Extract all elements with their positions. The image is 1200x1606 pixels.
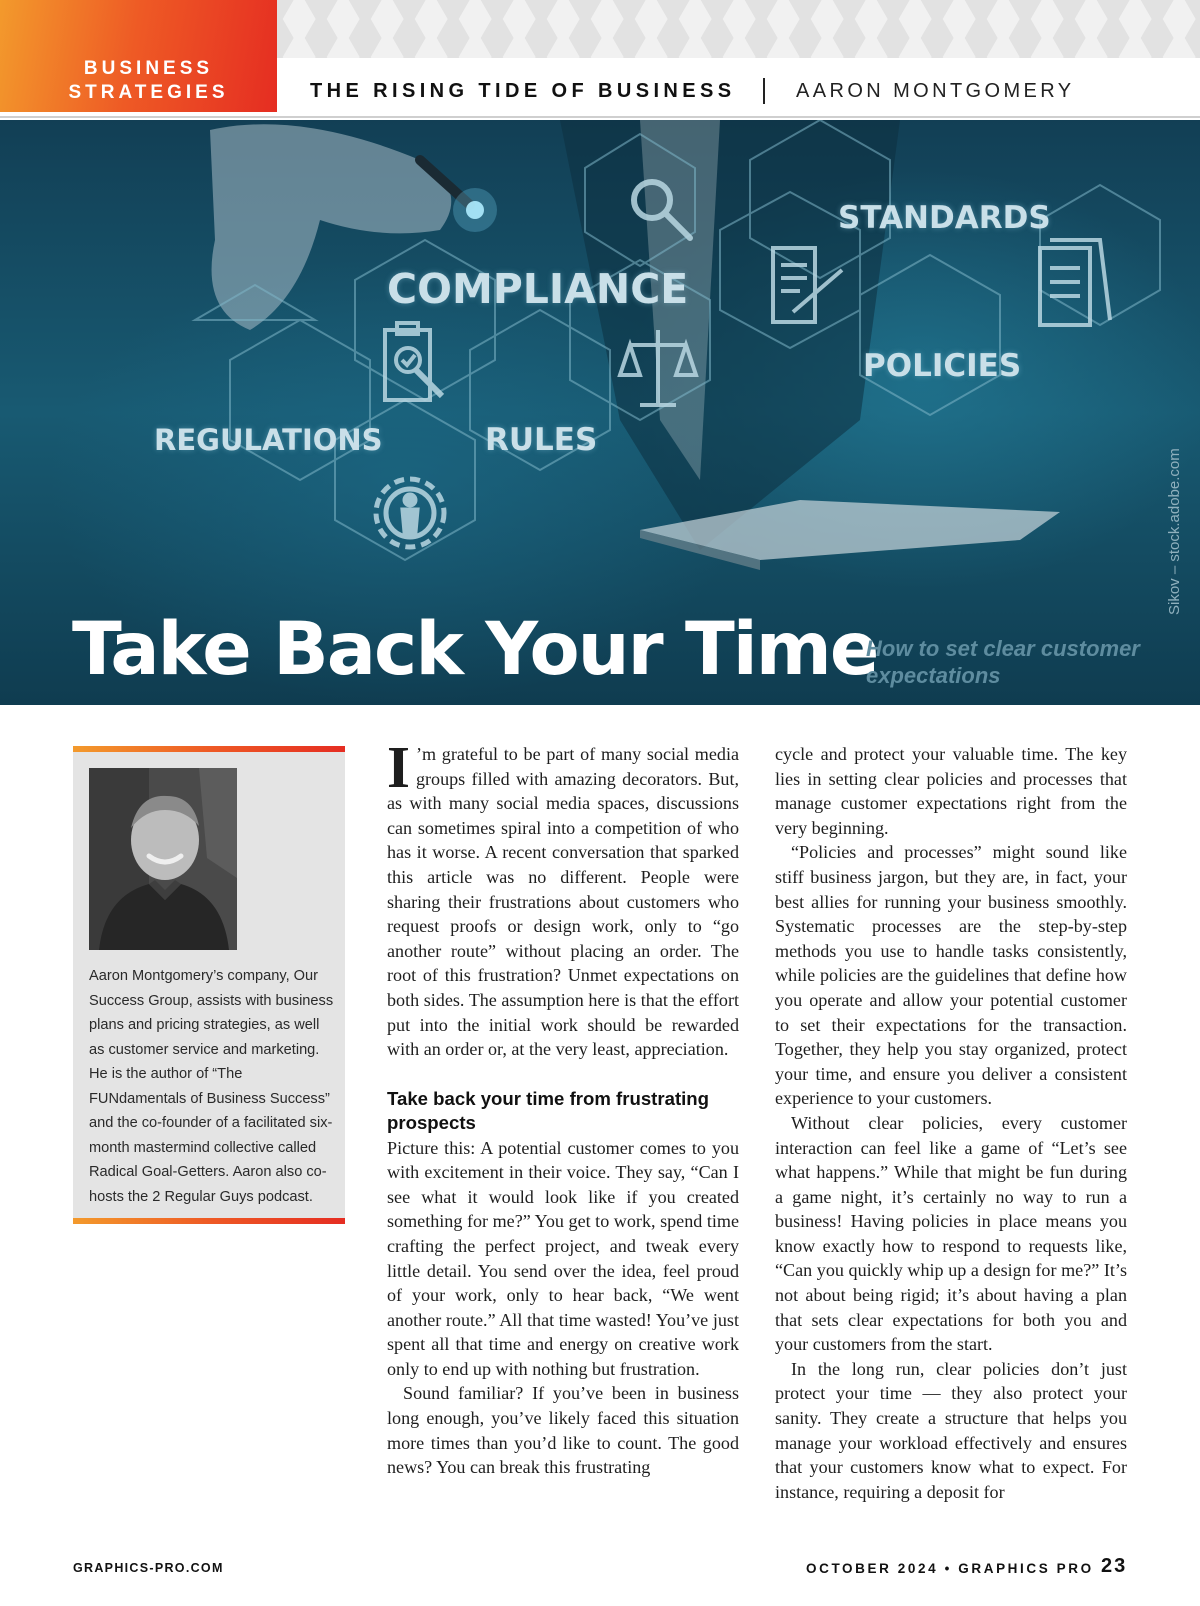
footer-site: GRAPHICS-PRO.COM [73, 1561, 224, 1575]
label-regulations: REGULATIONS [154, 423, 383, 457]
section-label-line2: STRATEGIES [68, 82, 229, 103]
article-paragraph: “Policies and processes” might sound like stiff business jargon, but they are, in fact, your best allies for running your business smoothly. Systematic processes are the step-by-step methods you use to handle tasks consistently, while policies are the guidelines that define how you operate and allow your potential customer to set their expectations for the transaction. Together, they help you stay organized, protect your time, and ensure you deliver a consistent experience to your customers. [775, 842, 1127, 1109]
photo-credit: Sikov – stock.adobe.com [1166, 448, 1183, 615]
footer-issue: OCTOBER 2024 • GRAPHICS PRO [806, 1561, 1094, 1576]
article-column-1 [387, 734, 739, 1480]
article-paragraph: Picture this: A potential customer comes to you with excitement in their voice. They say, “Can I see what it would look like if you created something for me?” You get to work, spend time crafting the perfect project, and tweak every little detail. You send over the idea, feel proud of your work, only to hear back, “We went another route.” All that time wasted! You’ve just spent all that time and energy on creative work only to end up with nothing but frustration. [387, 1137, 739, 1379]
section-label-line1: BUSINESS [83, 58, 214, 79]
bio-accent-bar-top [73, 746, 345, 752]
article-paragraph: In the long run, clear policies don’t just protect your time — they also protect your sanity. They create a structure that helps you manage your workload effectively and ensures that your customers know what to expect. For instance, requiring a deposit for [775, 1358, 1127, 1502]
label-compliance: COMPLIANCE [387, 265, 689, 313]
article-paragraph: Without clear policies, every customer interaction can feel like a game of “Let’s see what happens.” While that might be fun during a game night, it’s certainly no way to run a business! Having policies in place means you know exactly how to respond to requests like, “Can you quickly whip up a design for me?” It’s not about being rigid; it’s about having a plan that sets clear expectations for both you and your customers from the start. [775, 1112, 1127, 1355]
drop-cap: I [387, 734, 410, 800]
column-title: THE RISING TIDE OF BUSINESS [310, 80, 736, 102]
label-policies: POLICIES [863, 348, 1022, 384]
author-photo-art [89, 768, 237, 950]
author-name: AARON MONTGOMERY [796, 80, 1075, 102]
article-paragraph [387, 734, 739, 1062]
header-rule [0, 116, 1200, 118]
documents-icon [1040, 240, 1110, 325]
hero-image [0, 120, 1200, 705]
header-pattern [277, 0, 1200, 58]
label-standards: STANDARDS [838, 200, 1051, 236]
article-paragraph: Sound familiar? If you’ve been in business long enough, you’ve likely faced this situation more times than you’d like to count. The good news? You can break this frustrating [387, 1383, 739, 1478]
article-paragraph: cycle and protect your valuable time. The key lies in setting clear policies and processes that manage customer expectations right from the very beginning. [775, 744, 1127, 838]
article-subhead: Take back your time from frustrating prospects [387, 1087, 710, 1134]
paragraph-text: ’m grateful to be part of many social media groups filled with amazing decorators. But, as with many social media spaces, discussions can sometimes spiral into a competition of who has it worse. A recent conversation that sparked this article was no different. People were sharing their frustrations about customers who request proofs or design work, only to “go another route” without placing an order. The root of this frustration? Unmet expectations on both sides. The assumption here is that the effort put into the initial work should be rewarded with an order or, at the very least, appreciation. [387, 744, 739, 1060]
header-divider [763, 78, 765, 104]
label-rules: RULES [485, 422, 598, 458]
article-column-2 [775, 742, 1127, 1504]
article-title: Take Back Your Time [72, 607, 878, 692]
article-subtitle: How to set clear customer expectations [866, 636, 1140, 688]
section-tab [0, 0, 277, 112]
author-photo [89, 768, 237, 950]
bio-accent-bar-bottom [73, 1218, 345, 1224]
author-bio-text: Aaron Montgomery’s company, Our Success Group, assists with business plans and pricing strategies, as well as customer service and marketing. He is the author of “The FUNdamentals of Business Success” and the co-founder of a facilitated six-month mastermind collective called Radical Goal-Getters. Aaron also co-hosts the 2 Regular Guys podcast. [89, 968, 334, 1205]
gear-person-icon [376, 479, 444, 547]
clipboard-check-icon [385, 323, 442, 400]
page-number: 23 [1101, 1555, 1128, 1577]
page-header [0, 0, 1200, 118]
author-bio-box [73, 746, 345, 1224]
